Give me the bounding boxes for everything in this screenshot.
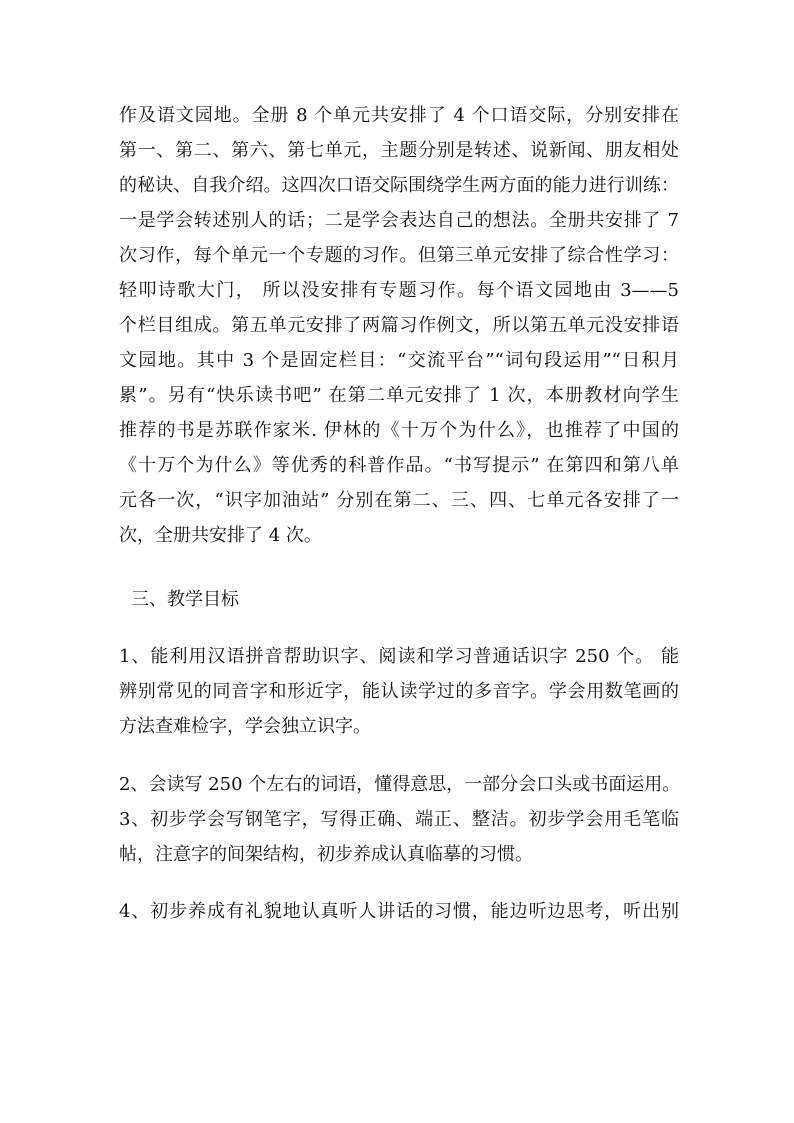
text-line: 2、会读写 250 个左右的词语，懂得意思，一部分会口头或书面运用。 (119, 774, 681, 795)
text-line: 轻叩诗歌大门， 所以没安排有专题习作。每个语文园地由 3——5 (119, 280, 679, 301)
text-line: 第一、第二、第六、第七单元，主题分别是转述、说新闻、朋友相处 (119, 140, 679, 161)
text-line: 方法查难检字，学会独立识字。 (119, 716, 371, 737)
text-line: 推荐的书是苏联作家米. 伊林的《十万个为什么》，也推荐了中国的 (119, 420, 679, 441)
text-line: 1、能利用汉语拼音帮助识字、阅读和学习普通话识字 250 个。 能 (119, 646, 679, 667)
text-line: 4、初步养成有礼貌地认真听人讲话的习惯，能边听边思考，听出别 (119, 901, 679, 922)
text-line: 的秘诀、自我介绍。这四次口语交际围绕学生两方面的能力进行训练： (119, 175, 679, 196)
text-line: 文园地。其中 3 个是固定栏目：“交流平台”“词句段运用”“日积月 (119, 350, 679, 371)
text-line: 累”。另有“快乐读书吧” 在第二单元安排了 1 次，本册教材向学生 (119, 385, 679, 406)
text-line: 次，全册共安排了 4 次。 (119, 525, 322, 546)
text-line: 3、初步学会写钢笔字，写得正确、端正、整洁。初步学会用毛笔临 (119, 809, 679, 830)
text-line: 帖，注意字的间架结构，初步养成认真临摹的习惯。 (119, 844, 533, 865)
text-line: 个栏目组成。第五单元安排了两篇习作例文，所以第五单元没安排语 (119, 315, 679, 336)
text-line: 作及语文园地。全册 8 个单元共安排了 4 个口语交际，分别安排在 (119, 105, 679, 126)
section-heading: 三、教学目标 (131, 589, 239, 610)
text-line: 元各一次，“识字加油站” 分别在第二、三、四、七单元各安排了一 (119, 490, 679, 511)
text-line: 《十万个为什么》等优秀的科普作品。“书写提示” 在第四和第八单 (119, 455, 679, 476)
text-line: 次习作，每个单元一个专题的习作。但第三单元安排了综合性学习： (119, 245, 679, 266)
text-line: 一是学会转述别人的话；二是学会表达自己的想法。全册共安排了 7 (119, 210, 679, 231)
text-line: 辨别常见的同音字和形近字，能认读学过的多音字。学会用数笔画的 (119, 681, 679, 702)
